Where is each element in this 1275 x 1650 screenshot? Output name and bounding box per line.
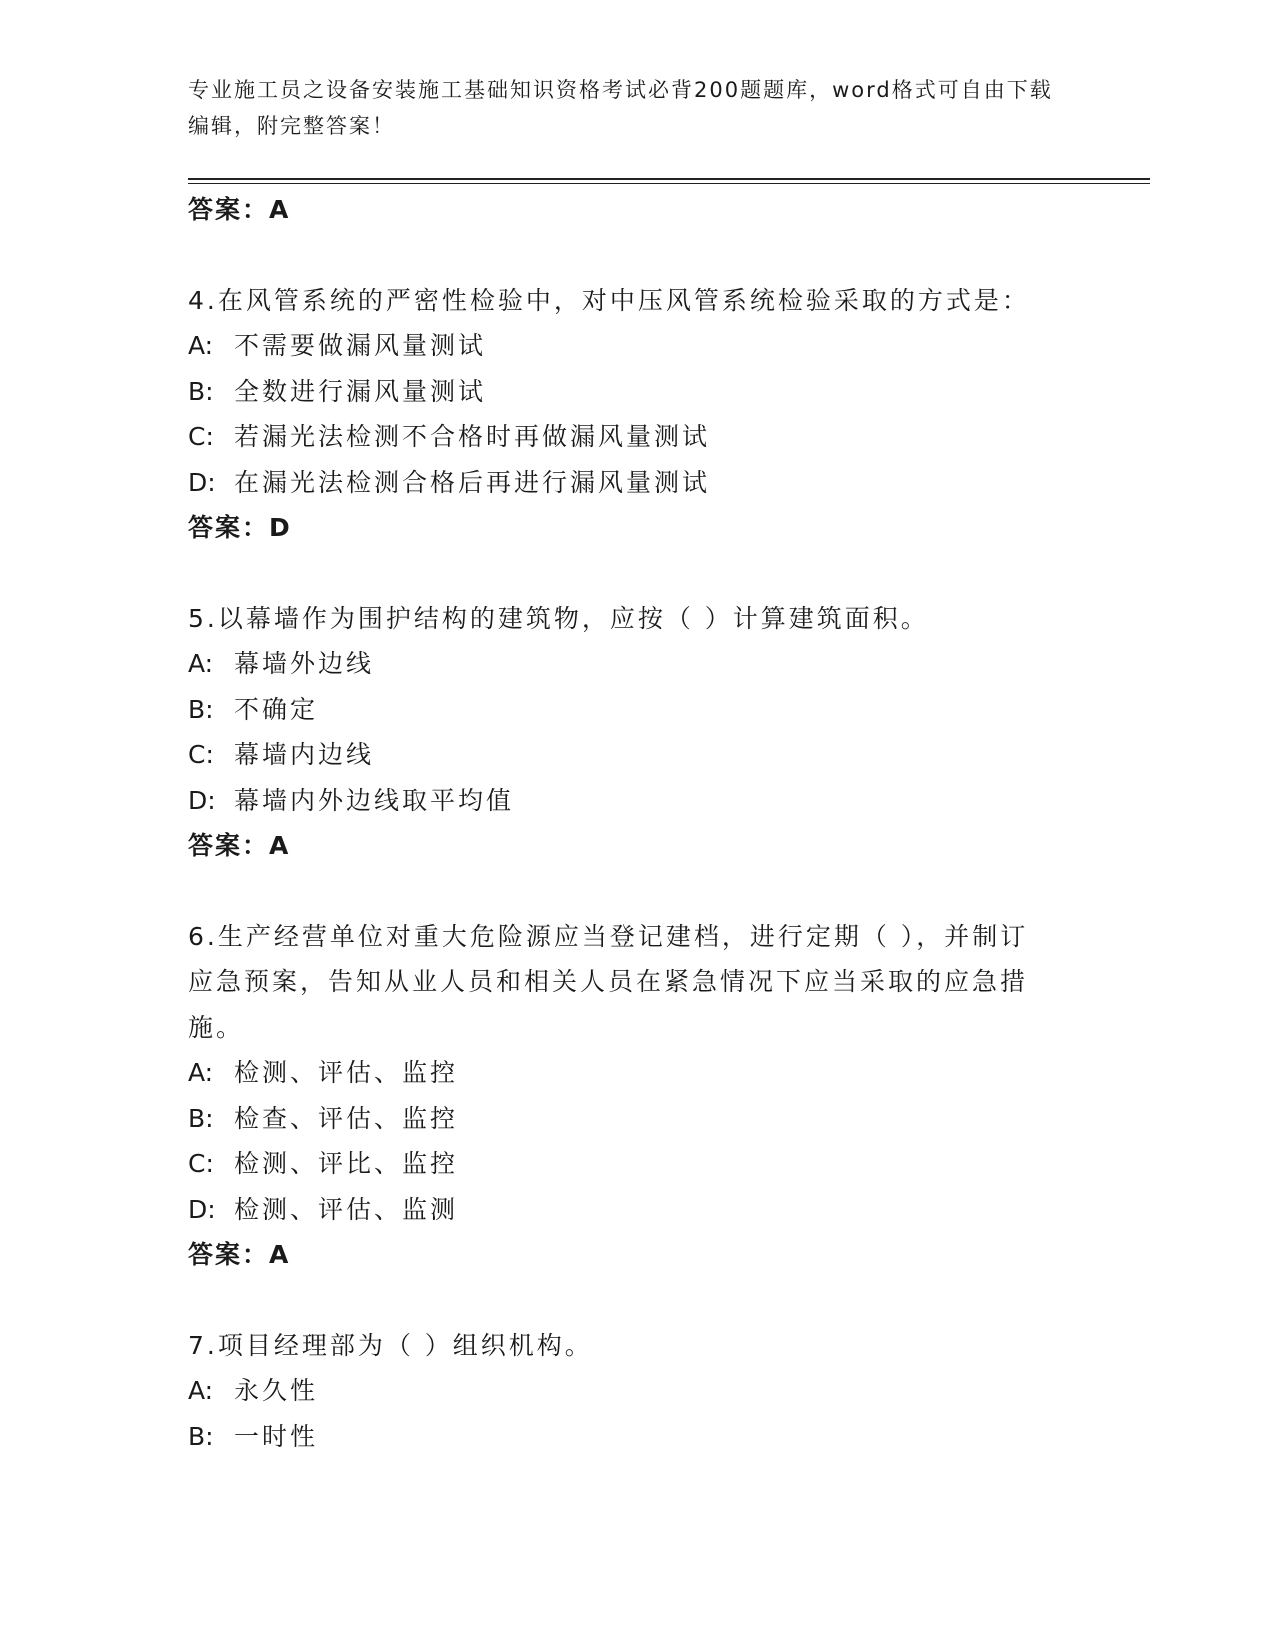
question-stem-line: 应急预案，告知从业人员和相关人员在紧急情况下应当采取的应急措 [188, 967, 1029, 996]
option-c [188, 732, 1088, 778]
option-letter: A: [188, 1376, 214, 1405]
header-rule-thick [188, 178, 1150, 180]
option-text: 检查、评估、监控 [234, 1103, 459, 1133]
option-b [188, 369, 1088, 415]
option-text: 幕墙内边线 [234, 740, 375, 769]
option-d [188, 778, 1088, 824]
option-a [188, 641, 1088, 687]
option-letter: C: [188, 422, 214, 451]
question-stem-line: 6.生产经营单位对重大危险源应当登记建档，进行定期（ ），并制订 [188, 921, 1029, 951]
option-letter: B: [188, 1421, 214, 1451]
question-list [188, 187, 1088, 1459]
option-letter: B: [188, 694, 214, 724]
option-text: 全数进行漏风量测试 [234, 376, 487, 406]
option-letter: D: [188, 785, 216, 815]
option-letter: A: [188, 1058, 214, 1087]
option-letter: D: [188, 1194, 216, 1224]
option-text: 不需要做漏风量测试 [234, 331, 487, 360]
option-letter: A: [188, 331, 214, 360]
option-letter: C: [188, 1149, 214, 1178]
answer: 答案：A [188, 1240, 291, 1269]
option-a [188, 1050, 1088, 1096]
option-text: 检测、评估、监控 [234, 1058, 459, 1087]
option-text: 若漏光法检测不合格时再做漏风量测试 [234, 422, 711, 451]
question-stem: 5.以幕墙作为围护结构的建筑物，应按（ ）计算建筑面积。 [188, 603, 929, 633]
header-rule-thin [188, 183, 1150, 184]
option-letter: A: [188, 649, 214, 678]
option-d [188, 1187, 1088, 1233]
option-text: 幕墙外边线 [234, 649, 375, 678]
question-5 [188, 596, 1088, 869]
option-letter: B: [188, 1103, 214, 1133]
option-c [188, 1141, 1088, 1187]
option-letter: C: [188, 740, 214, 769]
document-header: 专业施工员之设备安装施工基础知识资格考试必背200题题库，word格式可自由下载编辑，附完整答案！ [188, 78, 1053, 138]
option-a [188, 1368, 1088, 1414]
question-6 [188, 914, 1088, 1278]
option-letter: D: [188, 467, 216, 497]
option-text: 在漏光法检测合格后再进行漏风量测试 [234, 467, 711, 497]
question-stem-line: 施。 [188, 1012, 245, 1042]
option-text: 检测、评比、监控 [234, 1149, 459, 1178]
spacer [188, 233, 1088, 278]
answer: 答案：A [188, 831, 291, 860]
spacer [188, 551, 1088, 596]
option-text: 不确定 [234, 694, 319, 724]
answer-prev: 答案：A [188, 195, 291, 224]
spacer [188, 869, 1088, 914]
question-stem: 7.项目经理部为（ ）组织机构。 [188, 1330, 593, 1360]
question-stem: 4.在风管系统的严密性检验中，对中压风管系统检验采取的方式是： [188, 285, 1030, 315]
answer: 答案：D [188, 513, 292, 542]
option-letter: B: [188, 376, 214, 406]
spacer [188, 1278, 1088, 1323]
option-text: 永久性 [234, 1376, 319, 1405]
option-text: 一时性 [234, 1421, 319, 1451]
option-a [188, 323, 1088, 369]
question-7 [188, 1323, 1088, 1460]
question-4 [188, 278, 1088, 551]
option-b [188, 1414, 1088, 1460]
option-d [188, 460, 1088, 506]
option-text: 幕墙内外边线取平均值 [234, 785, 515, 815]
option-b [188, 687, 1088, 733]
option-c [188, 414, 1088, 460]
option-b [188, 1096, 1088, 1142]
option-text: 检测、评估、监测 [234, 1194, 459, 1224]
